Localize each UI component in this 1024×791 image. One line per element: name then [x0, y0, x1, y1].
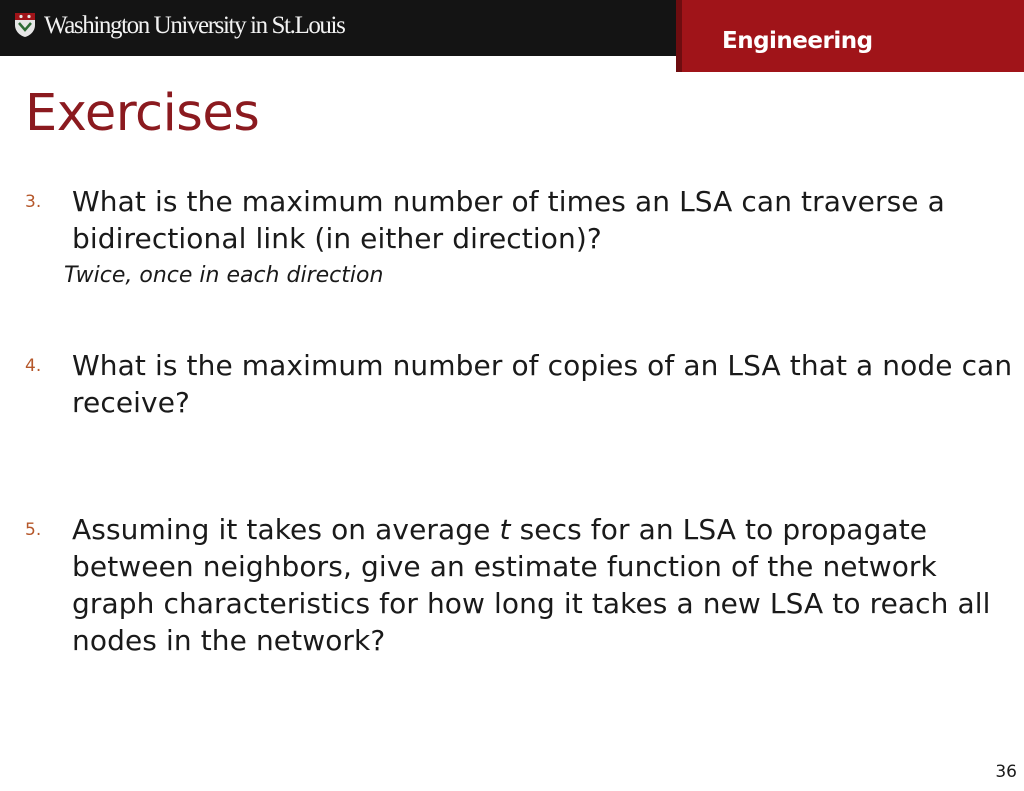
school-name: Engineering [722, 28, 873, 54]
question-text: Assuming it takes on average [72, 513, 500, 546]
exercise-item [25, 183, 1015, 293]
shield-icon [14, 12, 36, 38]
exercise-item [25, 511, 1015, 659]
exercise-number: 4. [25, 356, 42, 376]
exercise-question: What is the maximum number of copies of an LSA that a node can receive? [72, 349, 1013, 419]
exercise-number: 5. [25, 520, 42, 540]
slide-title: Exercises [25, 84, 260, 143]
exercise-number: 3. [25, 192, 42, 212]
page-number: 36 [995, 762, 1017, 782]
exercise-answer: Twice, once in each direction [64, 263, 384, 288]
exercise-question: What is the maximum number of times an LSA can traverse a bidirectional link (in either direction)? [72, 185, 945, 255]
exercise-question [72, 511, 1015, 659]
variable-t: t [499, 513, 511, 546]
university-name: Washington University in St.Louis [44, 11, 345, 39]
question-text: secs for an LSA to propagate between neighbors, give an estimate function of the network graph characteristics for how long it takes a new LSA to reach all nodes in the network? [72, 513, 991, 657]
university-logo [14, 12, 344, 38]
exercise-item [25, 347, 1015, 421]
